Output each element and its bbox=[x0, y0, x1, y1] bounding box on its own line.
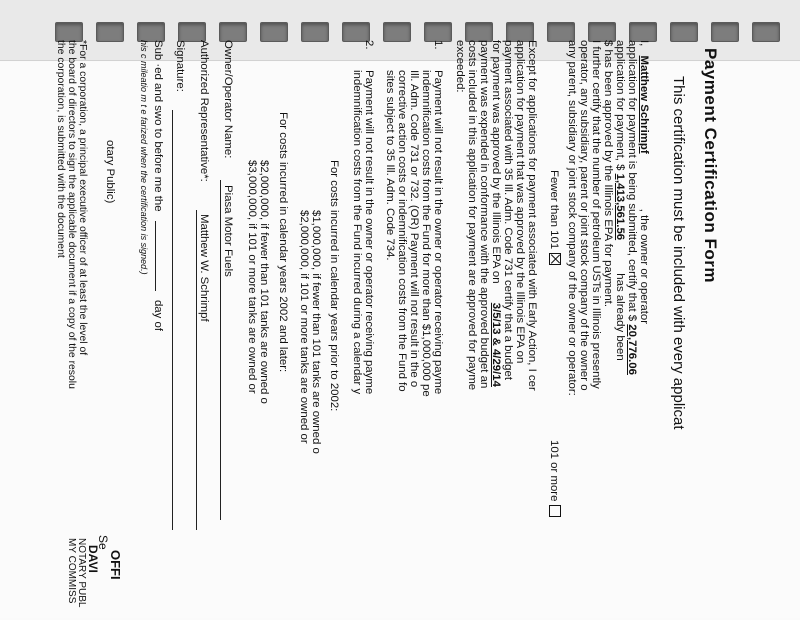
except-line-1: Except for applications for payment associated with Early Action, I cer bbox=[526, 40, 538, 391]
intro-line-5: I further certify that the number of petroleum USTs in Illinois presently bbox=[590, 40, 602, 389]
form-title: Payment Certification Form bbox=[701, 48, 720, 283]
binder-hole bbox=[383, 22, 411, 42]
intro-line-2 bbox=[626, 40, 638, 375]
except-line-2: application for payment that was approved by the Illinois EPA on bbox=[514, 40, 526, 364]
intro-line-3-suffix: has already been bbox=[614, 273, 626, 361]
payment-certification-page bbox=[0, 40, 720, 620]
after-2002-option-b: $3,000,000, if 101 or more tanks are owned or bbox=[246, 160, 258, 394]
after-2002-heading: For costs incurred in calendar years 2002 and later: bbox=[277, 112, 289, 373]
seal-line-4: NOTARY PUBL bbox=[76, 538, 87, 608]
subscribed-note: his c mileatio m t e farized when the certification is signed.) bbox=[139, 40, 149, 275]
intro-line-4: $ has been approved by the Illinois EPA for payment. bbox=[602, 40, 614, 308]
item-1-line-4: corrective action costs or indemnification costs from the Fund fo bbox=[396, 70, 408, 392]
fewer-checkbox[interactable] bbox=[549, 253, 561, 265]
owner-operator-label: Owner/Operator Name: bbox=[222, 40, 234, 159]
binder-hole bbox=[219, 22, 247, 42]
tank-count-fewer bbox=[548, 170, 560, 265]
amount-paid-field: 1,413,561.56 bbox=[614, 173, 626, 241]
authorized-rep-rule bbox=[196, 210, 197, 530]
seal-line-5: MY COMMISS bbox=[66, 538, 77, 604]
subscribed-line bbox=[152, 40, 164, 331]
seal-line-2: Se bbox=[96, 535, 110, 550]
intro-line-6: operator, any subsidiary, parent or joint stock company of the owner o bbox=[578, 40, 590, 391]
more-checkbox[interactable] bbox=[549, 505, 561, 517]
footnote-line-1: *For a corporation, a principal executive officer of at least the level of bbox=[77, 40, 88, 356]
binder-hole bbox=[752, 22, 780, 42]
binder-hole bbox=[96, 22, 124, 42]
intro-line-7: any parent, subsidiary or joint stock company of the owner or operator: bbox=[566, 40, 578, 396]
owner-operator-value: Piasa Motor Fuels bbox=[222, 185, 234, 277]
binder-hole bbox=[260, 22, 288, 42]
item-2-line-1: Payment will not result in the owner or operator receiving payme bbox=[363, 70, 375, 395]
intro-line-3 bbox=[614, 40, 626, 361]
except-line-7: exceeded: bbox=[454, 40, 466, 93]
owner-operator-rule bbox=[220, 180, 221, 520]
document-sheet bbox=[0, 40, 800, 618]
intro-suffix: , the owner or operator bbox=[638, 208, 650, 325]
form-subtitle: This certification must be included with every applicat bbox=[670, 76, 687, 430]
subscribed-day-blank bbox=[155, 221, 156, 291]
item-1-line-5: sites subject to 35 Ill. Adm. Code 734. bbox=[384, 70, 396, 261]
except-line-3: payment associated with 35 Ill. Adm. Code 731 certify that a budget bbox=[502, 40, 514, 381]
fewer-label: Fewer than 101 bbox=[547, 170, 560, 250]
item-1-line-3: Ill. Adm. Code 731 or 732. (OR) Payment will not result in the o bbox=[408, 70, 420, 388]
except-line-4-text: for payment was approved by the Illinois EPA on bbox=[490, 40, 502, 284]
signature-line[interactable] bbox=[172, 110, 173, 530]
notary-public-label: otary Public) bbox=[104, 140, 116, 204]
binder-hole bbox=[342, 22, 370, 42]
except-line-6: costs included in this application for payment are approved for payme bbox=[466, 40, 478, 391]
seal-line-3: DAVI bbox=[86, 545, 100, 573]
authorized-rep-label: Authorized Representative*: bbox=[198, 40, 210, 182]
item-1-line-2: indemnification costs from the Fund for more than $1,000,000 pe bbox=[420, 70, 432, 397]
prior-2002-option-a: $1,000,000, if fewer than 101 tanks are owned o bbox=[310, 210, 322, 454]
subscribed-text: Sub ·ed and swo to before me the bbox=[152, 40, 164, 212]
day-of-text: day of bbox=[152, 299, 164, 331]
binder-hole bbox=[629, 22, 657, 42]
approval-date-field: 3/5/13 & 4/29/14 bbox=[490, 302, 502, 387]
intro-line-2-text: application for payment is being submitted, certify that $ bbox=[626, 40, 638, 322]
item-1-line-1: Payment will not result in the owner or operator receiving payme bbox=[432, 70, 444, 395]
after-2002-option-a: $2,000,000, if fewer than 101 tanks are owned o bbox=[258, 160, 270, 404]
signature-label: Signature: bbox=[174, 40, 186, 92]
binder-hole bbox=[465, 22, 493, 42]
except-line-5: payment was expended in conformance with the approved budget an bbox=[478, 40, 490, 389]
tank-count-more bbox=[548, 440, 560, 517]
more-label: 101 or more bbox=[547, 440, 560, 502]
footnote-line-2: the board of directors to sign the applicable document if a copy of the resolu bbox=[66, 40, 77, 389]
binder-hole bbox=[547, 22, 575, 42]
binder-hole bbox=[588, 22, 616, 42]
seal-line-1: OFFI bbox=[108, 550, 123, 580]
binder-hole bbox=[55, 22, 83, 42]
owner-name-field: Matthew Schrimpf bbox=[638, 55, 650, 154]
prior-2002-option-b: $2,000,000, if 101 or more tanks are owned or bbox=[298, 210, 310, 444]
prior-2002-heading: For costs incurred in calendar years prior to 2002: bbox=[328, 160, 340, 412]
item-2-line-2: indemnification costs from the Fund incurred during a calendar y bbox=[351, 70, 363, 395]
amount-claimed-field: 20,776.06 bbox=[626, 324, 638, 375]
binder-hole bbox=[137, 22, 165, 42]
item-2-number: 2. bbox=[363, 40, 375, 50]
intro-line-1 bbox=[638, 40, 650, 324]
binder-hole bbox=[711, 22, 739, 42]
item-1-number: 1. bbox=[432, 40, 444, 50]
binder-hole bbox=[670, 22, 698, 42]
authorized-rep-value: Matthew W. Schrimpf bbox=[198, 214, 210, 322]
except-line-4 bbox=[490, 40, 502, 387]
binder-hole bbox=[424, 22, 452, 42]
binder-hole bbox=[178, 22, 206, 42]
binder-hole bbox=[301, 22, 329, 42]
footnote-line-3: the corporation, is submitted with the document bbox=[55, 40, 66, 258]
intro-line-3-text: application for payment, $ bbox=[614, 40, 626, 171]
intro-prefix: I, bbox=[638, 40, 650, 47]
binder-hole bbox=[506, 22, 534, 42]
